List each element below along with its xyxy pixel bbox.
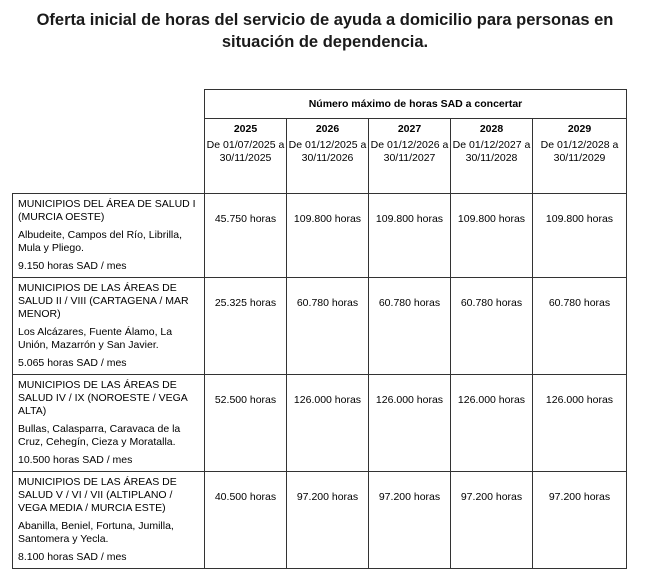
region-name: MUNICIPIOS DE LAS ÁREAS DE SALUD V / VI / VII (ALTIPLANO / VEGA MEDIA / MURCIA ESTE)	[18, 476, 177, 514]
monthly-hours: 8.100 horas SAD / mes	[18, 551, 127, 563]
value-cell: 126.000 horas	[369, 375, 451, 472]
region-name: MUNICIPIOS DEL ÁREA DE SALUD I (MURCIA OESTE)	[18, 198, 196, 223]
value-cell: 109.800 horas	[451, 194, 533, 278]
value-cell: 60.780 horas	[369, 278, 451, 375]
year-label: 2029	[567, 123, 592, 135]
value-cell: 40.500 horas	[205, 472, 287, 569]
monthly-hours: 10.500 horas SAD / mes	[18, 454, 133, 466]
year-label: 2027	[397, 123, 422, 135]
monthly-hours: 9.150 horas SAD / mes	[18, 260, 127, 272]
value-cell: 25.325 horas	[205, 278, 287, 375]
value-cell: 109.800 horas	[533, 194, 627, 278]
value-cell: 52.500 horas	[205, 375, 287, 472]
year-label: 2028	[479, 123, 504, 135]
value-cell: 97.200 horas	[287, 472, 369, 569]
value-cell: 97.200 horas	[533, 472, 627, 569]
region-name: MUNICIPIOS DE LAS ÁREAS DE SALUD IV / IX (NOROESTE / VEGA ALTA)	[18, 379, 188, 417]
year-header-2028	[451, 119, 533, 194]
date-range: De 01/12/2027 a 30/11/2028	[452, 139, 531, 164]
date-range: De 01/12/2026 a 30/11/2027	[370, 139, 449, 164]
value-cell: 97.200 horas	[451, 472, 533, 569]
date-range: De 01/12/2025 a 30/11/2026	[288, 139, 367, 164]
hours-table	[12, 89, 627, 569]
year-header-2026	[287, 119, 369, 194]
date-range: De 01/12/2028 a 30/11/2029	[540, 139, 619, 164]
date-range: De 01/07/2025 a 30/11/2025	[206, 139, 285, 164]
value-cell: 126.000 horas	[533, 375, 627, 472]
table-row	[13, 472, 627, 569]
region-towns: Bullas, Calasparra, Caravaca de la Cruz, Cehegín, Cieza y Moratalla.	[18, 423, 181, 448]
year-header-2029	[533, 119, 627, 194]
table-row	[13, 375, 627, 472]
region-cell	[13, 278, 205, 375]
region-cell	[13, 375, 205, 472]
empty-corner-cell	[13, 119, 205, 194]
region-cell	[13, 194, 205, 278]
value-cell: 109.800 horas	[369, 194, 451, 278]
region-towns: Los Alcázares, Fuente Álamo, La Unión, Mazarrón y San Javier.	[18, 326, 173, 351]
header-row-years	[13, 119, 627, 194]
year-header-2027	[369, 119, 451, 194]
group-header: Número máximo de horas SAD a concertar	[205, 90, 627, 119]
value-cell: 45.750 horas	[205, 194, 287, 278]
value-cell: 60.780 horas	[451, 278, 533, 375]
table-row	[13, 278, 627, 375]
region-name: MUNICIPIOS DE LAS ÁREAS DE SALUD II / VIII (CARTAGENA / MAR MENOR)	[18, 282, 189, 320]
empty-corner-cell	[13, 90, 205, 119]
table-row	[13, 194, 627, 278]
year-header-2025	[205, 119, 287, 194]
header-row-group	[13, 90, 627, 119]
value-cell: 60.780 horas	[287, 278, 369, 375]
value-cell: 126.000 horas	[451, 375, 533, 472]
year-label: 2025	[233, 123, 258, 135]
value-cell: 126.000 horas	[287, 375, 369, 472]
value-cell: 60.780 horas	[533, 278, 627, 375]
page-title: Oferta inicial de horas del servicio de ayuda a domicilio para personas en situación de dependencia.	[36, 11, 614, 51]
value-cell: 109.800 horas	[287, 194, 369, 278]
value-cell: 97.200 horas	[369, 472, 451, 569]
region-towns: Albudeite, Campos del Río, Librilla, Mula y Pliego.	[18, 229, 183, 254]
region-towns: Abanilla, Beniel, Fortuna, Jumilla, Santomera y Yecla.	[18, 520, 174, 545]
monthly-hours: 5.065 horas SAD / mes	[18, 357, 127, 369]
region-cell	[13, 472, 205, 569]
year-label: 2026	[315, 123, 340, 135]
